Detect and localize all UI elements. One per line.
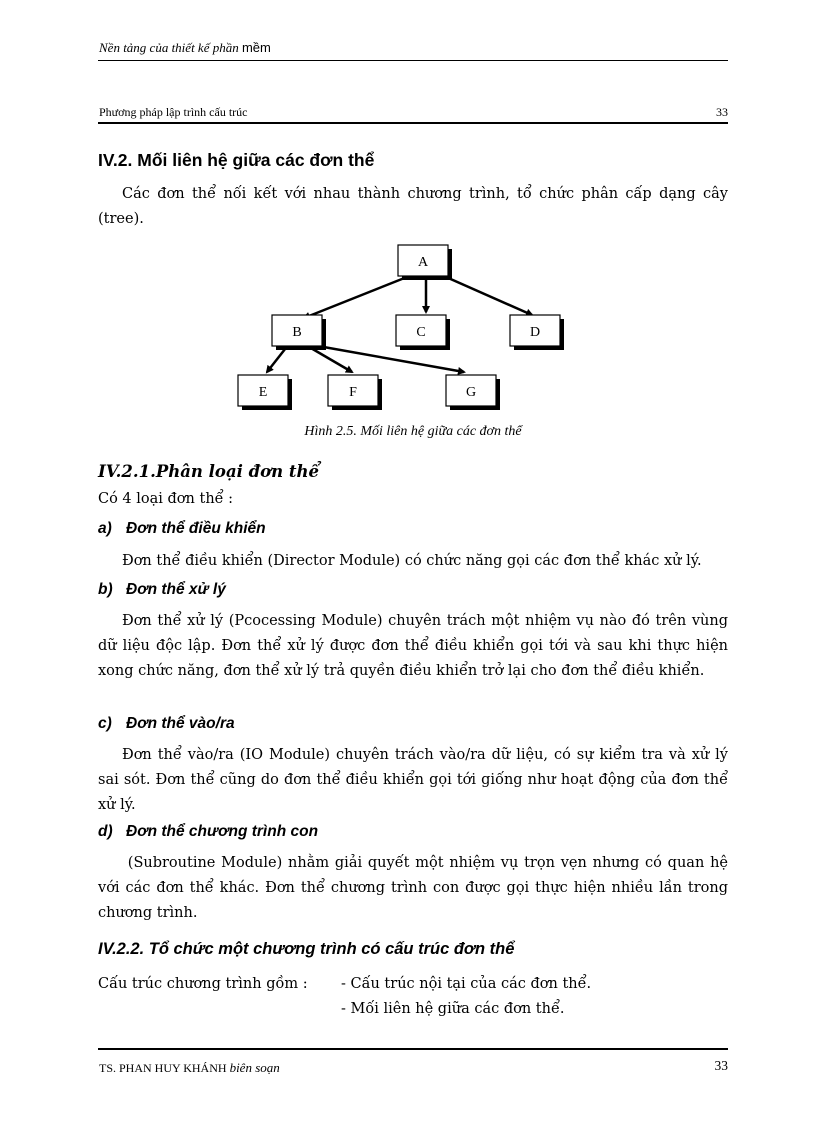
header-page-number: 33: [716, 105, 728, 119]
structure-label: Cấu trúc chương trình gồm :: [98, 976, 308, 992]
subsection-heading: IV.2.1.Phân loại đơn thể: [98, 462, 320, 481]
node-f: [328, 375, 382, 410]
book-title-text: Nền tảng của thiết kế phần: [99, 40, 239, 55]
header-rule-top: [98, 60, 728, 61]
subsection-intro: Có 4 loại đơn thể :: [98, 491, 234, 507]
module-tag-b: b): [98, 581, 113, 598]
module-title-d: Đơn thể chương trình con: [126, 823, 319, 840]
module-text-c-content: Đơn thể vào/ra (IO Module) chuyên trách vào/ra dữ liệu, có sự kiểm tra và xử lý sai sót. Đơn thể cũng do đơn thể điều khiển gọi tới giống như hoạt động của đơn thể xử lý.: [98, 747, 728, 813]
figure-caption: Hình 2.5. Mối liên hệ giữa các đơn thể: [304, 424, 522, 439]
node-b: [272, 315, 326, 350]
module-heading-c: [98, 715, 235, 733]
chapter-title: Phương pháp lập trình cấu trúc: [99, 105, 248, 119]
module-heading-d: [98, 823, 318, 841]
module-title-b: Đơn thể xử lý: [126, 581, 226, 598]
structure-list: [341, 972, 591, 1022]
module-text-a-content: Đơn thể điều khiển (Director Module) có chức năng gọi các đơn thể khác xử lý.: [122, 553, 702, 569]
footer-role: biên soạn: [229, 1060, 280, 1075]
module-text-d-content: (Subroutine Module) nhằm giải quyết một nhiệm vụ trọn vẹn nhưng có quan hệ với các đơn thể khác. Đơn thể chương trình con được gọi thực hiện nhiều lần trong chương trình.: [98, 855, 728, 921]
section2-heading: IV.2.2. Tổ chức một chương trình có cấu trúc đơn thể: [98, 940, 515, 958]
module-text-c: [98, 743, 728, 818]
edge-a-b: [304, 273, 417, 318]
node-e: [238, 375, 292, 410]
tree-diagram: [232, 240, 572, 420]
structure-item: - Cấu trúc nội tại của các đơn thể.: [341, 976, 592, 992]
structure-item: - Mối liên hệ giữa các đơn thể.: [341, 1001, 565, 1017]
module-tag-a: a): [98, 520, 112, 537]
node-d-label: D: [529, 325, 541, 340]
module-tag-d: d): [98, 823, 113, 840]
book-title: [99, 40, 271, 56]
module-title-a: Đơn thể điều khiển: [126, 520, 266, 537]
node-g: [446, 375, 500, 410]
node-f-label: F: [349, 385, 357, 400]
footer-credit: [99, 1060, 280, 1076]
node-c-label: C: [416, 325, 426, 340]
module-title-c: Đơn thể vào/ra: [126, 715, 235, 732]
node-b-label: B: [292, 325, 302, 340]
section-heading: IV.2. Mối liên hệ giữa các đơn thể: [98, 150, 375, 170]
module-heading-b: [98, 581, 226, 599]
node-a-label: A: [417, 255, 429, 270]
footer-author: TS. PHAN HUY KHÁNH: [99, 1061, 227, 1075]
module-tag-c: c): [98, 715, 112, 732]
footer-rule: [98, 1048, 728, 1050]
section-intro: [98, 182, 728, 232]
node-d: [510, 315, 564, 350]
module-text-b-content: Đơn thể xử lý (Pcocessing Module) chuyên trách một nhiệm vụ nào đó trên vùng dữ liệu độc lập. Đơn thể xử lý được đơn thể điều khiển gọi tới và sau khi thực hiện xong chức năng, đơn thể xử lý trả quyền điều khiển trở lại cho đơn thể điều khiển.: [98, 613, 728, 679]
book-title-tail: mềm: [241, 40, 271, 55]
node-e-label: E: [258, 385, 268, 400]
node-c: [396, 315, 450, 350]
node-a: [398, 245, 452, 280]
node-g-label: G: [465, 385, 477, 400]
section-intro-text: Các đơn thể nối kết với nhau thành chương trình, tổ chức phân cấp dạng cây (tree).: [98, 186, 728, 227]
module-text-b: [98, 609, 728, 684]
module-heading-a: [98, 520, 266, 538]
header-rule-bottom: [98, 122, 728, 124]
module-text-a: [98, 549, 728, 574]
footer-page-number: 33: [714, 1058, 728, 1073]
module-text-d: [98, 851, 728, 926]
